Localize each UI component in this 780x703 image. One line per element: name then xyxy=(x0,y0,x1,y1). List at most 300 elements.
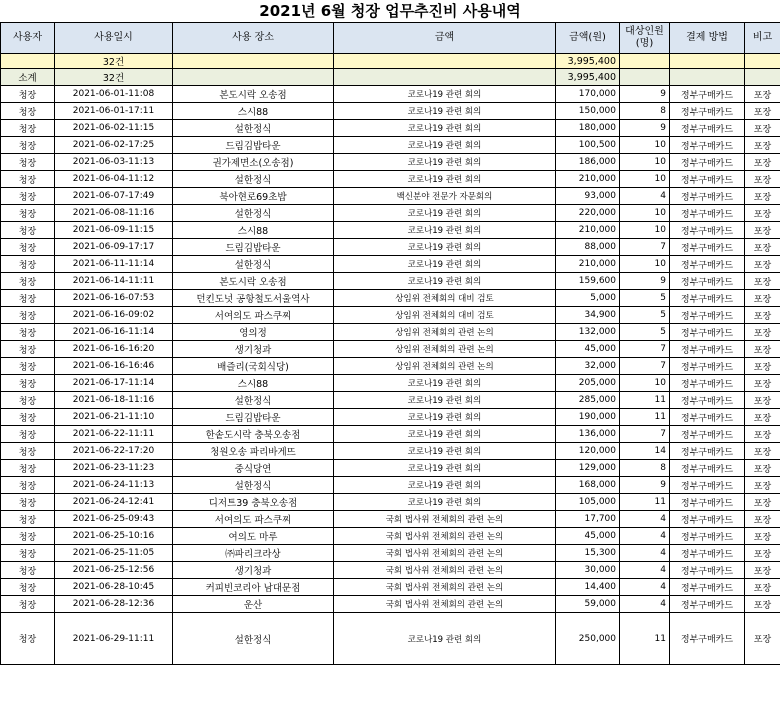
persons-cell: 10 xyxy=(620,375,670,392)
table-row xyxy=(1,477,780,494)
header-user: 사용자 xyxy=(1,23,55,54)
total-user-cell xyxy=(1,54,55,69)
date-cell: 2021-06-25-12:56 xyxy=(55,562,173,579)
amount-cell: 170,000 xyxy=(556,86,620,103)
payment-cell: 정부구매카드 xyxy=(670,222,745,239)
purpose-cell: 코로나19 관련 회의 xyxy=(334,375,556,392)
place-cell: 드림김밥타운 xyxy=(173,239,334,256)
persons-cell: 11 xyxy=(620,392,670,409)
note-cell: 포장 xyxy=(745,392,780,409)
payment-cell: 정부구매카드 xyxy=(670,120,745,137)
place-cell: 설한정식 xyxy=(173,120,334,137)
table-row xyxy=(1,137,780,154)
date-cell: 2021-06-18-11:16 xyxy=(55,392,173,409)
date-cell: 2021-06-02-11:15 xyxy=(55,120,173,137)
amount-cell: 45,000 xyxy=(556,528,620,545)
user-cell: 청장 xyxy=(1,188,55,205)
note-cell: 포장 xyxy=(745,154,780,171)
header-row xyxy=(1,23,780,54)
purpose-cell: 코로나19 관련 회의 xyxy=(334,137,556,154)
purpose-cell: 코로나19 관련 회의 xyxy=(334,103,556,120)
amount-cell: 59,000 xyxy=(556,596,620,613)
payment-cell: 정부구매카드 xyxy=(670,205,745,222)
note-cell: 포장 xyxy=(745,205,780,222)
table-row xyxy=(1,579,780,596)
note-cell: 포장 xyxy=(745,545,780,562)
amount-cell: 45,000 xyxy=(556,341,620,358)
place-cell: 중식당연 xyxy=(173,460,334,477)
payment-cell: 정부구매카드 xyxy=(670,409,745,426)
amount-cell: 93,000 xyxy=(556,188,620,205)
user-cell: 청장 xyxy=(1,579,55,596)
purpose-cell: 국회 법사위 전체회의 관련 논의 xyxy=(334,579,556,596)
persons-cell: 10 xyxy=(620,205,670,222)
note-cell: 포장 xyxy=(745,222,780,239)
user-cell: 청장 xyxy=(1,324,55,341)
user-cell: 청장 xyxy=(1,171,55,188)
header-purpose: 금액 xyxy=(334,23,556,54)
note-cell: 포장 xyxy=(745,426,780,443)
place-cell: 본도시락 오송점 xyxy=(173,273,334,290)
table-row xyxy=(1,171,780,188)
table-row xyxy=(1,426,780,443)
table-row xyxy=(1,188,780,205)
user-cell: 청장 xyxy=(1,86,55,103)
date-cell: 2021-06-23-11:23 xyxy=(55,460,173,477)
note-cell: 포장 xyxy=(745,103,780,120)
purpose-cell: 코로나19 관련 회의 xyxy=(334,120,556,137)
date-cell: 2021-06-02-17:25 xyxy=(55,137,173,154)
persons-cell: 5 xyxy=(620,290,670,307)
table-row xyxy=(1,596,780,613)
date-cell: 2021-06-01-11:08 xyxy=(55,86,173,103)
persons-cell: 4 xyxy=(620,596,670,613)
table-row xyxy=(1,528,780,545)
table-row xyxy=(1,494,780,511)
note-cell: 포장 xyxy=(745,528,780,545)
date-cell: 2021-06-07-17:49 xyxy=(55,188,173,205)
amount-cell: 14,400 xyxy=(556,579,620,596)
user-cell: 청장 xyxy=(1,256,55,273)
table-row xyxy=(1,324,780,341)
persons-cell: 9 xyxy=(620,120,670,137)
purpose-cell: 백신분야 전문가 자문회의 xyxy=(334,188,556,205)
persons-cell: 7 xyxy=(620,239,670,256)
persons-cell: 9 xyxy=(620,273,670,290)
purpose-cell: 국회 법사위 전체회의 관련 논의 xyxy=(334,562,556,579)
payment-cell: 정부구매카드 xyxy=(670,426,745,443)
payment-cell: 정부구매카드 xyxy=(670,460,745,477)
place-cell: 권가제면소(오송점) xyxy=(173,154,334,171)
persons-cell: 7 xyxy=(620,426,670,443)
date-cell: 2021-06-25-09:43 xyxy=(55,511,173,528)
table-row xyxy=(1,86,780,103)
amount-cell: 150,000 xyxy=(556,103,620,120)
user-cell: 청장 xyxy=(1,545,55,562)
user-cell: 청장 xyxy=(1,528,55,545)
persons-cell: 10 xyxy=(620,222,670,239)
amount-cell: 132,000 xyxy=(556,324,620,341)
persons-cell: 4 xyxy=(620,579,670,596)
table-row xyxy=(1,103,780,120)
note-cell: 포장 xyxy=(745,188,780,205)
payment-cell: 정부구매카드 xyxy=(670,528,745,545)
note-cell: 포장 xyxy=(745,341,780,358)
note-cell: 포장 xyxy=(745,358,780,375)
note-cell: 포장 xyxy=(745,86,780,103)
date-cell: 2021-06-28-12:36 xyxy=(55,596,173,613)
header-date: 사용일시 xyxy=(55,23,173,54)
persons-cell: 8 xyxy=(620,103,670,120)
place-cell: 한솥도시락 충북오송점 xyxy=(173,426,334,443)
persons-cell: 4 xyxy=(620,528,670,545)
date-cell: 2021-06-16-16:20 xyxy=(55,341,173,358)
amount-cell: 17,700 xyxy=(556,511,620,528)
place-cell: 여의도 마루 xyxy=(173,528,334,545)
table-row xyxy=(1,358,780,375)
persons-cell: 11 xyxy=(620,494,670,511)
date-cell: 2021-06-01-17:11 xyxy=(55,103,173,120)
amount-cell: 210,000 xyxy=(556,222,620,239)
place-cell: 서여의도 파스쿠찌 xyxy=(173,511,334,528)
purpose-cell: 코로나19 관련 회의 xyxy=(334,409,556,426)
table-row xyxy=(1,222,780,239)
payment-cell: 정부구매카드 xyxy=(670,290,745,307)
date-cell: 2021-06-16-09:02 xyxy=(55,307,173,324)
header-note: 비고 xyxy=(745,23,780,54)
amount-cell: 285,000 xyxy=(556,392,620,409)
subtotal-label: 소계 xyxy=(1,69,55,86)
note-cell: 포장 xyxy=(745,375,780,392)
payment-cell: 정부구매카드 xyxy=(670,86,745,103)
date-cell: 2021-06-16-07:53 xyxy=(55,290,173,307)
total-note-cell xyxy=(745,54,780,69)
purpose-cell: 상임위 전체회의 대비 검토 xyxy=(334,307,556,324)
date-cell: 2021-06-14-11:11 xyxy=(55,273,173,290)
amount-cell: 210,000 xyxy=(556,256,620,273)
user-cell: 청장 xyxy=(1,494,55,511)
place-cell: 스시88 xyxy=(173,103,334,120)
date-cell: 2021-06-24-11:13 xyxy=(55,477,173,494)
persons-cell: 4 xyxy=(620,188,670,205)
user-cell: 청장 xyxy=(1,307,55,324)
purpose-cell: 코로나19 관련 회의 xyxy=(334,273,556,290)
user-cell: 청장 xyxy=(1,426,55,443)
total-place-cell xyxy=(173,54,334,69)
note-cell: 포장 xyxy=(745,511,780,528)
user-cell: 청장 xyxy=(1,477,55,494)
payment-cell: 정부구매카드 xyxy=(670,273,745,290)
total-persons-cell xyxy=(620,54,670,69)
persons-cell: 10 xyxy=(620,171,670,188)
amount-cell: 129,000 xyxy=(556,460,620,477)
payment-cell: 정부구매카드 xyxy=(670,188,745,205)
table-row xyxy=(1,290,780,307)
amount-cell: 180,000 xyxy=(556,120,620,137)
place-cell: 스시88 xyxy=(173,375,334,392)
purpose-cell: 코로나19 관련 회의 xyxy=(334,86,556,103)
purpose-cell: 코로나19 관련 회의 xyxy=(334,205,556,222)
table-row xyxy=(1,120,780,137)
date-cell: 2021-06-28-10:45 xyxy=(55,579,173,596)
purpose-cell: 코로나19 관련 회의 xyxy=(334,477,556,494)
amount-cell: 32,000 xyxy=(556,358,620,375)
purpose-cell: 상임위 전체회의 관련 논의 xyxy=(334,358,556,375)
purpose-cell: 코로나19 관련 회의 xyxy=(334,443,556,460)
purpose-cell: 국회 법사위 전체회의 관련 논의 xyxy=(334,596,556,613)
payment-cell: 정부구매카드 xyxy=(670,579,745,596)
user-cell: 청장 xyxy=(1,290,55,307)
date-cell: 2021-06-21-11:10 xyxy=(55,409,173,426)
user-cell: 청장 xyxy=(1,341,55,358)
persons-cell: 4 xyxy=(620,562,670,579)
note-cell: 포장 xyxy=(745,256,780,273)
payment-cell: 정부구매카드 xyxy=(670,443,745,460)
date-cell: 2021-06-16-11:14 xyxy=(55,324,173,341)
place-cell: 드림김밥타운 xyxy=(173,137,334,154)
persons-cell: 8 xyxy=(620,460,670,477)
user-cell: 청장 xyxy=(1,239,55,256)
date-cell: 2021-06-24-12:41 xyxy=(55,494,173,511)
purpose-cell: 코로나19 관련 회의 xyxy=(334,392,556,409)
header-persons: 대상인원(명) xyxy=(620,23,670,54)
subtotal-row xyxy=(1,69,780,86)
place-cell: 던킨도넛 공항철도서울역사 xyxy=(173,290,334,307)
amount-cell: 34,900 xyxy=(556,307,620,324)
note-cell: 포장 xyxy=(745,273,780,290)
persons-cell: 7 xyxy=(620,341,670,358)
table-row xyxy=(1,562,780,579)
persons-cell: 10 xyxy=(620,154,670,171)
note-cell: 포장 xyxy=(745,579,780,596)
place-cell: 북아현로69초밥 xyxy=(173,188,334,205)
date-cell: 2021-06-09-17:17 xyxy=(55,239,173,256)
payment-cell: 정부구매카드 xyxy=(670,307,745,324)
user-cell: 청장 xyxy=(1,222,55,239)
table-row xyxy=(1,392,780,409)
date-cell: 2021-06-03-11:13 xyxy=(55,154,173,171)
note-cell: 포장 xyxy=(745,409,780,426)
persons-cell: 5 xyxy=(620,307,670,324)
persons-cell: 4 xyxy=(620,511,670,528)
payment-cell: 정부구매카드 xyxy=(670,596,745,613)
place-cell: 생기청과 xyxy=(173,341,334,358)
place-cell: 운산 xyxy=(173,596,334,613)
place-cell: 설한정식 xyxy=(173,477,334,494)
amount-cell: 190,000 xyxy=(556,409,620,426)
header-payment: 결제 방법 xyxy=(670,23,745,54)
persons-cell: 11 xyxy=(620,613,670,665)
amount-cell: 88,000 xyxy=(556,239,620,256)
user-cell: 청장 xyxy=(1,103,55,120)
table-row xyxy=(1,511,780,528)
purpose-cell: 상임위 전체회의 관련 논의 xyxy=(334,324,556,341)
subtotal-place-cell xyxy=(173,69,334,86)
purpose-cell: 상임위 전체회의 관련 논의 xyxy=(334,341,556,358)
purpose-cell: 코로나19 관련 회의 xyxy=(334,426,556,443)
table-row xyxy=(1,409,780,426)
place-cell: 설한정식 xyxy=(173,392,334,409)
table-row xyxy=(1,256,780,273)
date-cell: 2021-06-29-11:11 xyxy=(55,613,173,665)
amount-cell: 136,000 xyxy=(556,426,620,443)
table-row xyxy=(1,460,780,477)
amount-cell: 186,000 xyxy=(556,154,620,171)
user-cell: 청장 xyxy=(1,137,55,154)
payment-cell: 정부구매카드 xyxy=(670,103,745,120)
user-cell: 청장 xyxy=(1,613,55,665)
purpose-cell: 코로나19 관련 회의 xyxy=(334,494,556,511)
note-cell: 포장 xyxy=(745,460,780,477)
persons-cell: 7 xyxy=(620,358,670,375)
note-cell: 포장 xyxy=(745,307,780,324)
purpose-cell: 코로나19 관련 회의 xyxy=(334,171,556,188)
date-cell: 2021-06-17-11:14 xyxy=(55,375,173,392)
user-cell: 청장 xyxy=(1,358,55,375)
note-cell: 포장 xyxy=(745,596,780,613)
place-cell: 설한정식 xyxy=(173,256,334,273)
amount-cell: 220,000 xyxy=(556,205,620,222)
note-cell: 포장 xyxy=(745,171,780,188)
date-cell: 2021-06-04-11:12 xyxy=(55,171,173,188)
header-place: 사용 장소 xyxy=(173,23,334,54)
subtotal-payment-cell xyxy=(670,69,745,86)
subtotal-persons-cell xyxy=(620,69,670,86)
payment-cell: 정부구매카드 xyxy=(670,511,745,528)
date-cell: 2021-06-25-10:16 xyxy=(55,528,173,545)
amount-cell: 5,000 xyxy=(556,290,620,307)
date-cell: 2021-06-22-17:20 xyxy=(55,443,173,460)
payment-cell: 정부구매카드 xyxy=(670,392,745,409)
persons-cell: 9 xyxy=(620,86,670,103)
purpose-cell: 국회 법사위 전체회의 관련 논의 xyxy=(334,545,556,562)
date-cell: 2021-06-16-16:46 xyxy=(55,358,173,375)
user-cell: 청장 xyxy=(1,375,55,392)
header-amount: 금액(원) xyxy=(556,23,620,54)
amount-cell: 168,000 xyxy=(556,477,620,494)
payment-cell: 정부구매카드 xyxy=(670,545,745,562)
amount-cell: 120,000 xyxy=(556,443,620,460)
place-cell: 스시88 xyxy=(173,222,334,239)
purpose-cell: 국회 법사위 전체회의 관련 논의 xyxy=(334,528,556,545)
payment-cell: 정부구매카드 xyxy=(670,562,745,579)
place-cell: 설한정식 xyxy=(173,171,334,188)
total-purpose-cell xyxy=(334,54,556,69)
purpose-cell: 코로나19 관련 회의 xyxy=(334,460,556,477)
user-cell: 청장 xyxy=(1,205,55,222)
persons-cell: 14 xyxy=(620,443,670,460)
user-cell: 청장 xyxy=(1,392,55,409)
expense-table xyxy=(0,22,780,665)
table-row xyxy=(1,375,780,392)
payment-cell: 정부구매카드 xyxy=(670,324,745,341)
date-cell: 2021-06-22-11:11 xyxy=(55,426,173,443)
place-cell: 설한정식 xyxy=(173,613,334,665)
note-cell: 포장 xyxy=(745,477,780,494)
note-cell: 포장 xyxy=(745,120,780,137)
amount-cell: 15,300 xyxy=(556,545,620,562)
payment-cell: 정부구매카드 xyxy=(670,494,745,511)
place-cell: ㈜파리크라상 xyxy=(173,545,334,562)
user-cell: 청장 xyxy=(1,562,55,579)
table-row xyxy=(1,545,780,562)
amount-cell: 205,000 xyxy=(556,375,620,392)
table-row xyxy=(1,239,780,256)
note-cell: 포장 xyxy=(745,494,780,511)
total-row xyxy=(1,54,780,69)
table-row xyxy=(1,273,780,290)
amount-cell: 105,000 xyxy=(556,494,620,511)
purpose-cell: 상임위 전체회의 대비 검토 xyxy=(334,290,556,307)
purpose-cell: 국회 법사위 전체회의 관련 논의 xyxy=(334,511,556,528)
table-row xyxy=(1,307,780,324)
user-cell: 청장 xyxy=(1,273,55,290)
note-cell: 포장 xyxy=(745,239,780,256)
user-cell: 청장 xyxy=(1,596,55,613)
place-cell: 청원오송 파리바게뜨 xyxy=(173,443,334,460)
purpose-cell: 코로나19 관련 회의 xyxy=(334,256,556,273)
persons-cell: 10 xyxy=(620,137,670,154)
table-row xyxy=(1,205,780,222)
persons-cell: 4 xyxy=(620,545,670,562)
date-cell: 2021-06-11-11:14 xyxy=(55,256,173,273)
payment-cell: 정부구매카드 xyxy=(670,477,745,494)
place-cell: 배즐리(국회식당) xyxy=(173,358,334,375)
place-cell: 생기청과 xyxy=(173,562,334,579)
total-amount: 3,995,400 xyxy=(556,54,620,69)
place-cell: 커피빈코리아 남대문점 xyxy=(173,579,334,596)
payment-cell: 정부구매카드 xyxy=(670,137,745,154)
amount-cell: 100,500 xyxy=(556,137,620,154)
purpose-cell: 코로나19 관련 회의 xyxy=(334,222,556,239)
date-cell: 2021-06-09-11:15 xyxy=(55,222,173,239)
total-count: 32건 xyxy=(55,54,173,69)
subtotal-count: 32건 xyxy=(55,69,173,86)
note-cell: 포장 xyxy=(745,562,780,579)
payment-cell: 정부구매카드 xyxy=(670,341,745,358)
amount-cell: 210,000 xyxy=(556,171,620,188)
persons-cell: 10 xyxy=(620,256,670,273)
persons-cell: 9 xyxy=(620,477,670,494)
purpose-cell: 코로나19 관련 회의 xyxy=(334,613,556,665)
page-title: 2021년 6월 청장 업무추진비 사용내역 xyxy=(259,2,521,20)
subtotal-purpose-cell xyxy=(334,69,556,86)
payment-cell: 정부구매카드 xyxy=(670,256,745,273)
place-cell: 영의정 xyxy=(173,324,334,341)
note-cell: 포장 xyxy=(745,290,780,307)
subtotal-amount: 3,995,400 xyxy=(556,69,620,86)
note-cell: 포장 xyxy=(745,613,780,665)
user-cell: 청장 xyxy=(1,460,55,477)
payment-cell: 정부구매카드 xyxy=(670,154,745,171)
payment-cell: 정부구매카드 xyxy=(670,171,745,188)
table-row xyxy=(1,443,780,460)
amount-cell: 30,000 xyxy=(556,562,620,579)
place-cell: 드림김밥타운 xyxy=(173,409,334,426)
date-cell: 2021-06-25-11:05 xyxy=(55,545,173,562)
purpose-cell: 코로나19 관련 회의 xyxy=(334,154,556,171)
user-cell: 청장 xyxy=(1,443,55,460)
user-cell: 청장 xyxy=(1,409,55,426)
place-cell: 본도시락 오송점 xyxy=(173,86,334,103)
note-cell: 포장 xyxy=(745,324,780,341)
amount-cell: 159,600 xyxy=(556,273,620,290)
amount-cell: 250,000 xyxy=(556,613,620,665)
user-cell: 청장 xyxy=(1,511,55,528)
payment-cell: 정부구매카드 xyxy=(670,375,745,392)
payment-cell: 정부구매카드 xyxy=(670,358,745,375)
place-cell: 디저트39 충북오송점 xyxy=(173,494,334,511)
